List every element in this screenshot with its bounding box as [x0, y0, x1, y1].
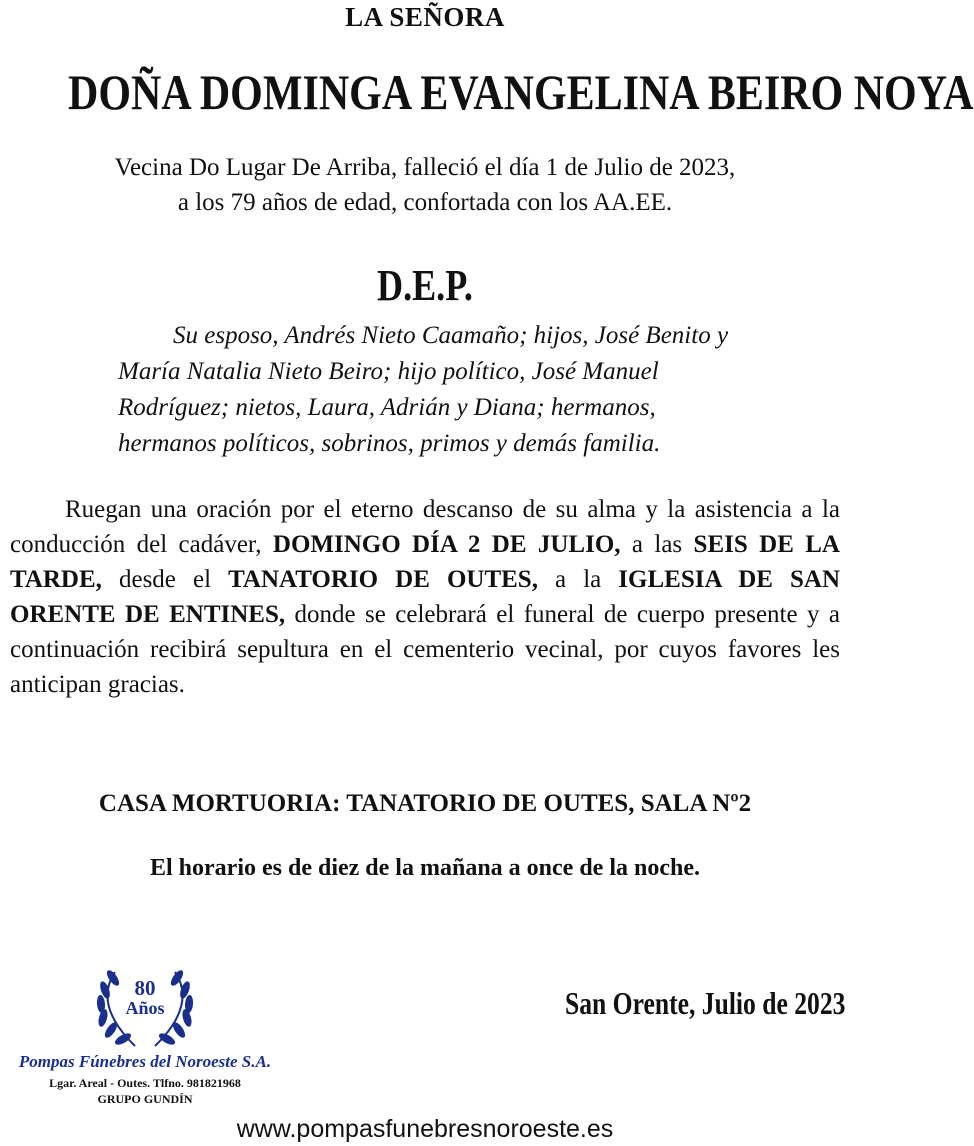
logo-group: GRUPO GUNDÍN: [97, 1092, 193, 1106]
title-la-senora: LA SEÑORA: [345, 2, 505, 32]
family-line-2: María Natalia Nieto Beiro; hijo político, José Manuel: [118, 358, 659, 385]
family-line-4: hermanos políticos, sobrinos, primos y demás familia.: [118, 430, 661, 457]
prayer-date: DOMINGO DÍA 2 DE JULIO,: [272, 531, 621, 558]
dep-heading: D.E.P.: [377, 261, 473, 310]
prayer-text-3: desde el: [101, 566, 229, 593]
logo-badge-text: Años: [125, 998, 165, 1018]
logo-company-name: Pompas Fúnebres del Noroeste S.A.: [18, 1052, 272, 1071]
intro-line-1: Vecina Do Lugar De Arriba, falleció el día 1 de Julio de 2023,: [114, 154, 736, 181]
company-logo: [0, 960, 290, 1110]
logo-badge: [115, 978, 175, 1018]
website-link[interactable]: www.pompasfunebresnoroeste.es: [236, 1115, 614, 1143]
prayer-text-4: a la: [537, 566, 619, 593]
family-line-3: Rodríguez; nietos, Laura, Adrián y Diana; hermanos,: [118, 394, 656, 421]
intro-line-2: a los 79 años de edad, confortada con los AA.EE.: [177, 189, 673, 216]
deceased-name: DOÑA DOMINGA EVANGELINA BEIRO NOYA: [68, 64, 974, 120]
prayer-church: IGLESIA DE SAN ORENTE DE ENTINES,: [10, 566, 840, 628]
prayer-text-5: donde se celebrará el funeral de cuerpo presente y a continuación recibirá sepultura en el cementerio vecinal, por cuyos favores les anticipan gracias.: [10, 601, 841, 698]
prayer-paragraph: [10, 492, 840, 702]
intro-text: [0, 150, 850, 220]
prayer-origin: TANATORIO DE OUTES,: [228, 566, 538, 593]
family-line-1: Su esposo, Andrés Nieto Caamaño; hijos, José Benito y: [173, 322, 729, 349]
prayer-text-2: a las: [620, 531, 694, 558]
place-date: San Orente, Julio de 2023: [565, 985, 846, 1021]
family-paragraph: [118, 318, 838, 462]
prayer-time: SEIS DE LA TARDE,: [10, 531, 840, 593]
prayer-text-1: Ruegan una oración por el eterno descanso de su alma y la asistencia a la conducción del cadáver,: [10, 496, 840, 558]
logo-address: Lgar. Areal - Outes. Tlfno. 981821968: [49, 1076, 241, 1090]
casa-mortuoria: CASA MORTUORIA: TANATORIO DE OUTES, SALA Nº2: [98, 790, 752, 817]
logo-badge-number: 80: [134, 976, 156, 1000]
opening-hours: El horario es de diez de la mañana a once de la noche.: [150, 855, 700, 881]
